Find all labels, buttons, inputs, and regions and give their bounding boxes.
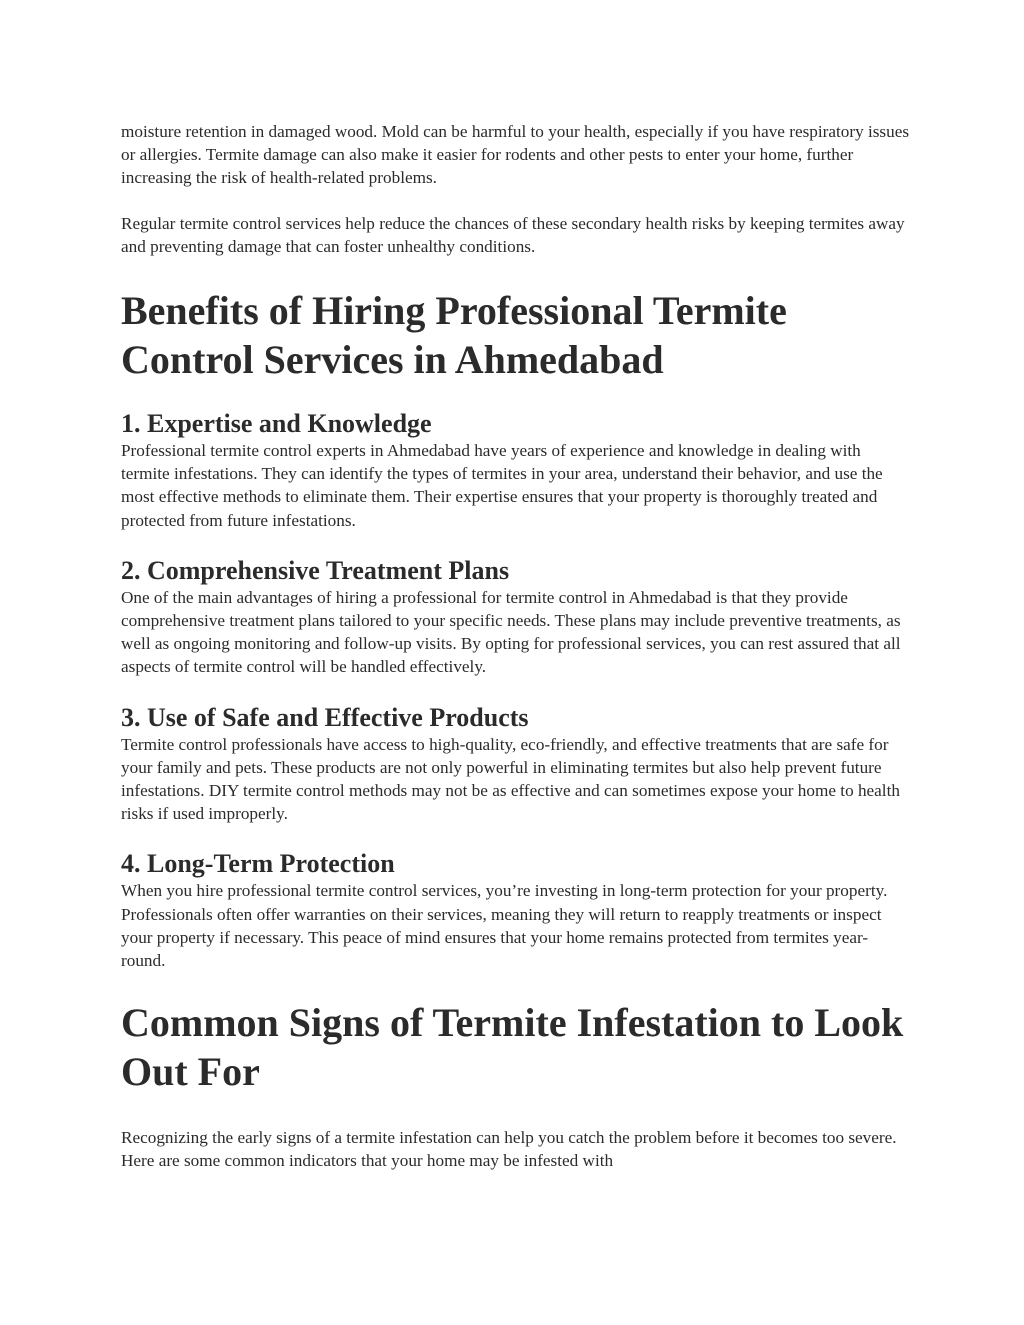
benefit-2-body: One of the main advantages of hiring a professional for termite control in Ahmedabad is that they provide comprehensive treatment plans tailored to your specific needs. These plans may include preventive treatments, as well as ongoing monitoring and follow-up visits. By opting for professional services, you can rest assured that all aspects of termite control will be handled effectively. [121,587,901,677]
benefit-1-body: Professional termite control experts in Ahmedabad have years of experience and knowledge in dealing with termite infestations. They can identify the types of termites in your area, understand their behavior, and use the most effective methods to eliminate them. Their expertise ensures that your property is thoroughly treated and protected from future infestations. [121,441,883,530]
benefit-3-heading: 3. Use of Safe and Effective Products [121,702,529,732]
intro-paragraph-1: moisture retention in damaged wood. Mold can be harmful to your health, especially if you have respiratory issues or allergies. Termite damage can also make it easier for rodents and other pests to enter your home, further increasing the risk of health-related problems. [121,122,910,188]
benefits-section-title: Benefits of Hiring Professional Termite Control Services in Ahmedabad [121,288,787,383]
benefit-2-heading: 2. Comprehensive Treatment Plans [121,555,510,585]
benefit-4-heading: 4. Long-Term Protection [121,849,395,879]
signs-intro-paragraph: Recognizing the early signs of a termite infestation can help you catch the problem before it becomes too severe. Here are some common indicators that your home may be infested with [121,1128,897,1171]
intro-paragraph-2: Regular termite control services help reduce the chances of these secondary health risks by keeping termites away and preventing damage that can foster unhealthy conditions. [121,213,905,256]
document-page [121,120,911,1173]
benefit-3-body: Termite control professionals have access to high-quality, eco-friendly, and effective treatments that are safe for your family and pets. These products are not only powerful in eliminating termites but also help prevent future infestations. DIY termite control methods may not be as effective and can sometimes expose your home to health risks if used improperly. [121,734,900,824]
benefit-1-heading: 1. Expertise and Knowledge [121,409,432,439]
signs-section-title: Common Signs of Termite Infestation to Look Out For [121,1000,904,1095]
benefit-4-body: When you hire professional termite control services, you’re investing in long-term protection for your property. Professionals often offer warranties on their services, meaning they will return to reapply treatments or inspect your property if necessary. This peace of mind ensures that your home remains protected from termites year-round. [121,881,888,971]
